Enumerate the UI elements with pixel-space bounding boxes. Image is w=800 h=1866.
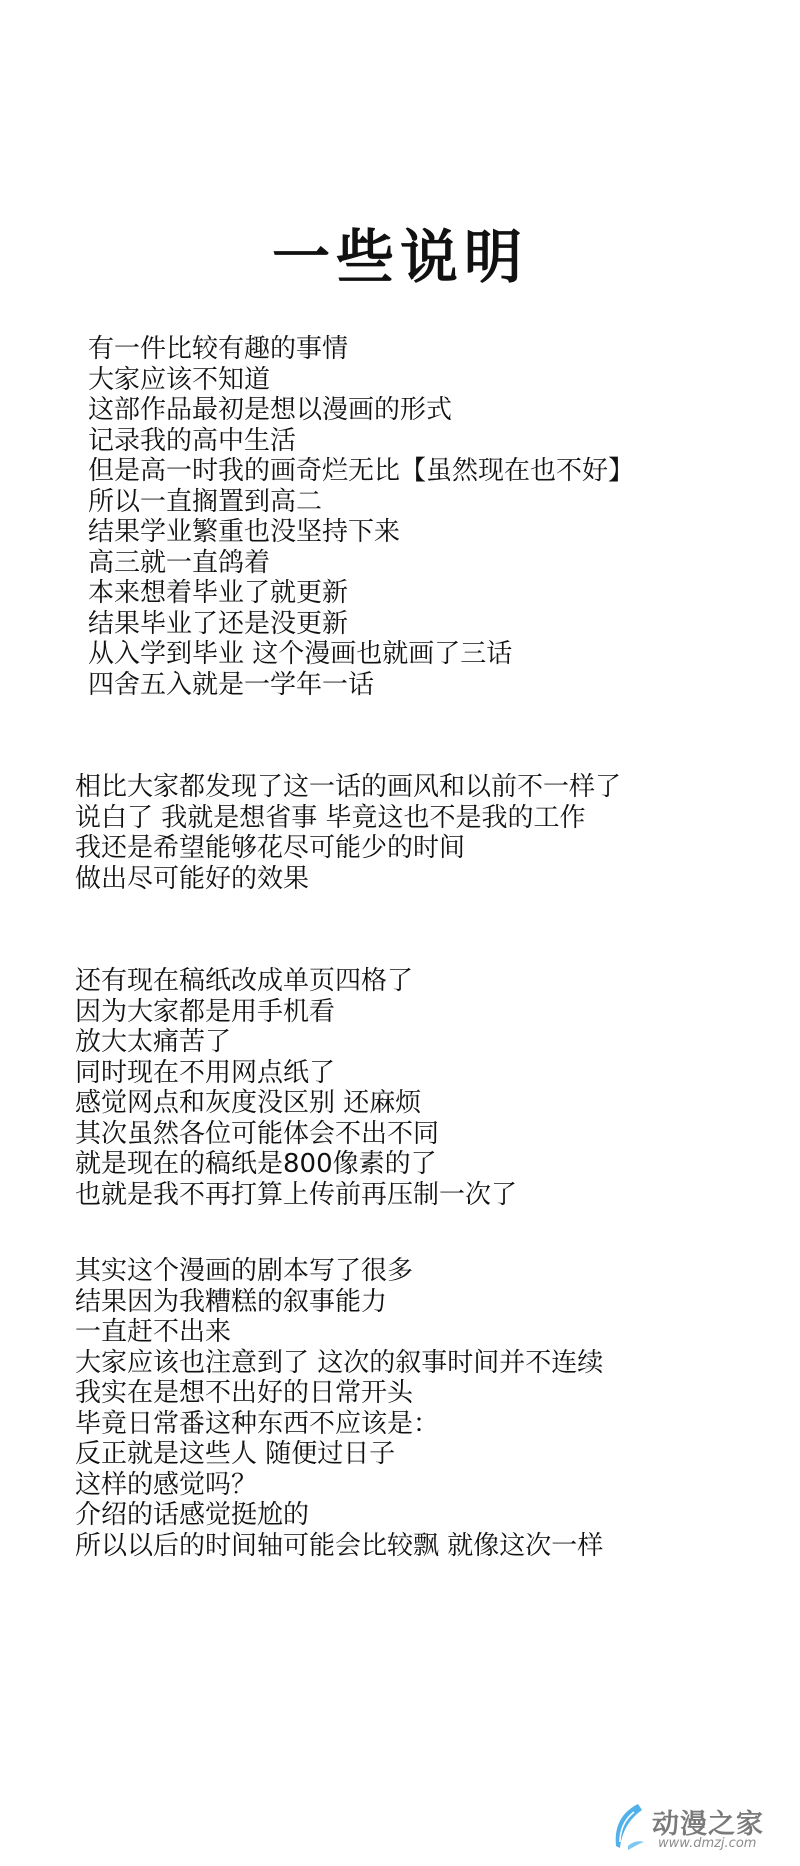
text-line: 做出尽可能好的效果 [75, 863, 310, 894]
text-line: 大家应该不知道 [88, 364, 271, 395]
paragraph-3 [75, 966, 517, 1210]
text-line: 其次虽然各位可能体会不出不同 [75, 1118, 440, 1149]
text-line: 大家应该也注意到了 这次的叙事时间并不连续 [75, 1347, 604, 1378]
watermark-name: 动漫之家 [652, 1809, 764, 1840]
text-line: 说白了 我就是想省事 毕竟这也不是我的工作 [75, 802, 586, 833]
text-line: 其实这个漫画的剧本写了很多 [75, 1256, 414, 1286]
text-line: 高三就一直鸽着 [88, 547, 271, 578]
text-line: 感觉网点和灰度没区别 还麻烦 [75, 1088, 422, 1118]
paragraph-1 [88, 334, 634, 700]
text-line: 我实在是想不出好的日常开头 [75, 1378, 414, 1408]
text-line: 也就是我不再打算上传前再压制一次了 [75, 1179, 518, 1210]
page-title: 一些说明 [271, 223, 528, 291]
text-line: 从入学到毕业 这个漫画也就画了三话 [88, 639, 513, 669]
paragraph-2 [75, 772, 621, 894]
text-line: 相比大家都发现了这一话的画风和以前不一样了 [75, 772, 622, 802]
text-line: 这部作品最初是想以漫画的形式 [88, 395, 453, 425]
text-line: 一直赶不出来 [75, 1317, 232, 1347]
text-line: 结果学业繁重也没坚持下来 [88, 517, 401, 547]
text-line: 四舍五入就是一学年一话 [88, 669, 375, 700]
watermark-url: www.dmzj.com [658, 1836, 757, 1851]
text-line: 反正就是这些人 随便过日子 [75, 1439, 396, 1469]
text-line: 有一件比较有趣的事情 [88, 334, 349, 364]
text-line: 这样的感觉吗？ [75, 1469, 258, 1500]
text-line: 结果因为我糟糕的叙事能力 [75, 1286, 388, 1317]
text-line: 本来想着毕业了就更新 [88, 578, 349, 608]
text-line: 但是高一时我的画奇烂无比【虽然现在也不好】 [88, 456, 635, 486]
text-line: 毕竟日常番这种东西不应该是： [75, 1408, 440, 1439]
text-line: 介绍的话感觉挺尬的 [75, 1500, 310, 1530]
text-line: 记录我的高中生活 [88, 425, 297, 456]
text-line: 结果毕业了还是没更新 [88, 608, 349, 639]
paragraph-4 [75, 1256, 603, 1561]
text-line: 所以一直搁置到高二 [88, 486, 323, 517]
text-line: 放大太痛苦了 [75, 1027, 232, 1057]
text-line: 还有现在稿纸改成单页四格了 [75, 966, 414, 996]
text-line: 同时现在不用网点纸了 [75, 1057, 336, 1088]
text-line: 所以以后的时间轴可能会比较飘 就像这次一样 [75, 1530, 604, 1561]
site-watermark [608, 1800, 788, 1856]
text-line: 我还是希望能够花尽可能少的时间 [75, 833, 466, 863]
text-line: 就是现在的稿纸是800像素的了 [75, 1149, 437, 1179]
text-line: 因为大家都是用手机看 [75, 996, 336, 1027]
feather-logo-icon [608, 1802, 648, 1852]
